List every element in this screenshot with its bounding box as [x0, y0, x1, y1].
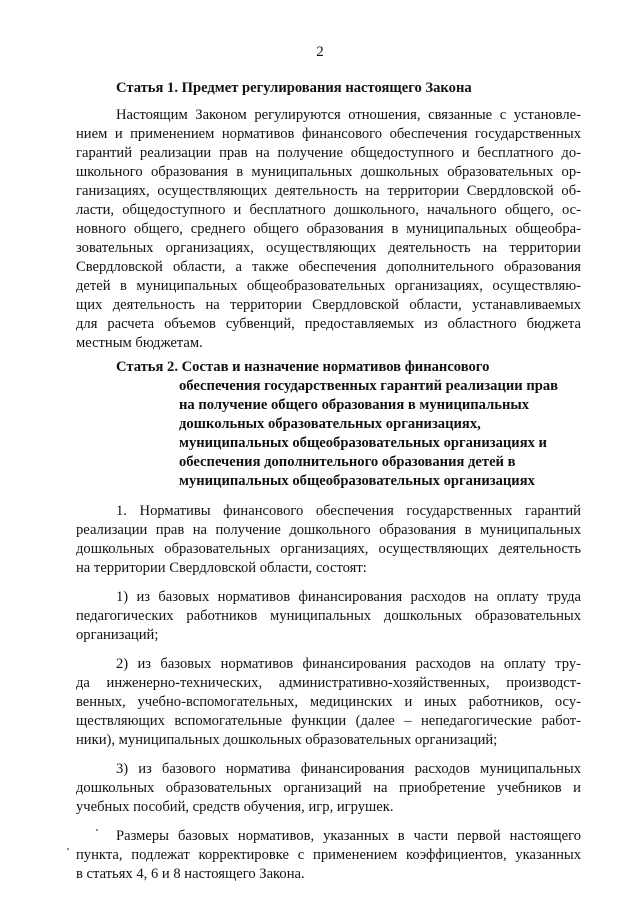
article-1-text-line: для расчета объемов субвенций, предоставляемых из областного бюджета	[76, 316, 581, 332]
article-1-text-line: щих деятельность на территории Свердловской области, устанавливаемых	[76, 297, 581, 313]
article-2-heading-line: дошкольных образовательных организациях,	[179, 416, 481, 432]
list-item-3-line: дошкольных образовательных организаций на приобретение учебников и	[76, 780, 581, 796]
list-item-2-line: венных, учебно-вспомогательных, медицинских и иных работников, осу-	[76, 694, 581, 710]
list-item-2-line: ществляющих вспомогательные функции (далее – непедагогические работ-	[76, 713, 581, 729]
article-1-text-line: новного общего, среднего общего образования в муниципальных общеобра-	[76, 221, 581, 237]
list-item-2-line: 2) из базовых нормативов финансирования расходов на оплату тру-	[116, 656, 581, 672]
article-1-text-line: детей в муниципальных общеобразовательных организациях, осуществляю-	[76, 278, 581, 294]
list-item-1-line: организаций;	[76, 627, 159, 643]
article-2-heading-line: на получение общего образования в муниципальных	[179, 397, 530, 413]
article-1-text-line: местным бюджетам.	[76, 335, 203, 351]
article-2-heading-line: муниципальных общеобразовательных организациях и	[179, 435, 547, 451]
article-2-heading-line: обеспечения дополнительного образования детей в	[179, 454, 516, 470]
article-1-text-line: зовательных организациях, осуществляющих деятельность на территории	[76, 240, 581, 256]
page-number: 2	[316, 44, 324, 60]
article-1-heading: Статья 1. Предмет регулирования настоящего Закона	[116, 80, 472, 96]
article-2-heading: Статья 2. Состав и назначение нормативов финансового	[116, 359, 490, 375]
article-1-text-line: ласти, общедоступного и бесплатного дошкольного, начального общего, ос-	[76, 202, 581, 218]
article-1-text-line: ганизациях, осуществляющих деятельность на территории Свердловской об-	[76, 183, 581, 199]
paragraph-1-line: на территории Свердловской области, состоят:	[76, 560, 367, 576]
paragraph-1-line: 1. Нормативы финансового обеспечения государственных гарантий	[116, 503, 581, 519]
list-item-3-line: учебных пособий, средств обучения, игр, игрушек.	[76, 799, 394, 815]
list-item-3-line: 3) из базового норматива финансирования расходов муниципальных	[116, 761, 581, 777]
paragraph-1-line: дошкольных образовательных организациях, осуществляющих деятельность	[76, 541, 581, 557]
paragraph-2-line: в статьях 4, 6 и 8 настоящего Закона.	[76, 866, 305, 882]
scan-speck	[67, 848, 69, 850]
article-1-text-line: гарантий реализации прав на получение общедоступного и бесплатного до-	[76, 145, 581, 161]
article-2-heading-line: обеспечения государственных гарантий реализации прав	[179, 378, 559, 394]
article-1-text-line: Свердловской области, а также обеспечения дополнительного образования	[76, 259, 581, 275]
list-item-1-line: 1) из базовых нормативов финансирования расходов на оплату труда	[116, 589, 581, 605]
list-item-1-line: педагогических работников муниципальных дошкольных образовательных	[76, 608, 581, 624]
paragraph-2-line: пункта, подлежат корректировке с применением коэффициентов, указанных	[76, 847, 581, 863]
article-1-text-line: школьного образования в муниципальных дошкольных образовательных ор-	[76, 164, 581, 180]
list-item-2-line: да инженерно-технических, административно-хозяйственных, производст-	[76, 675, 581, 691]
paragraph-1-line: реализации прав на получение дошкольного образования в муниципальных	[76, 522, 581, 538]
article-2-heading-line: муниципальных общеобразовательных организациях	[179, 473, 535, 489]
scan-speck	[96, 829, 98, 831]
article-1-text-line: нием и применением нормативов финансового обеспечения государственных	[76, 126, 581, 142]
article-1-text-line: Настоящим Законом регулируются отношения, связанные с установле-	[116, 107, 581, 123]
paragraph-2-line: Размеры базовых нормативов, указанных в части первой настоящего	[116, 828, 581, 844]
list-item-2-line: ники), муниципальных дошкольных образовательных организаций;	[76, 732, 498, 748]
